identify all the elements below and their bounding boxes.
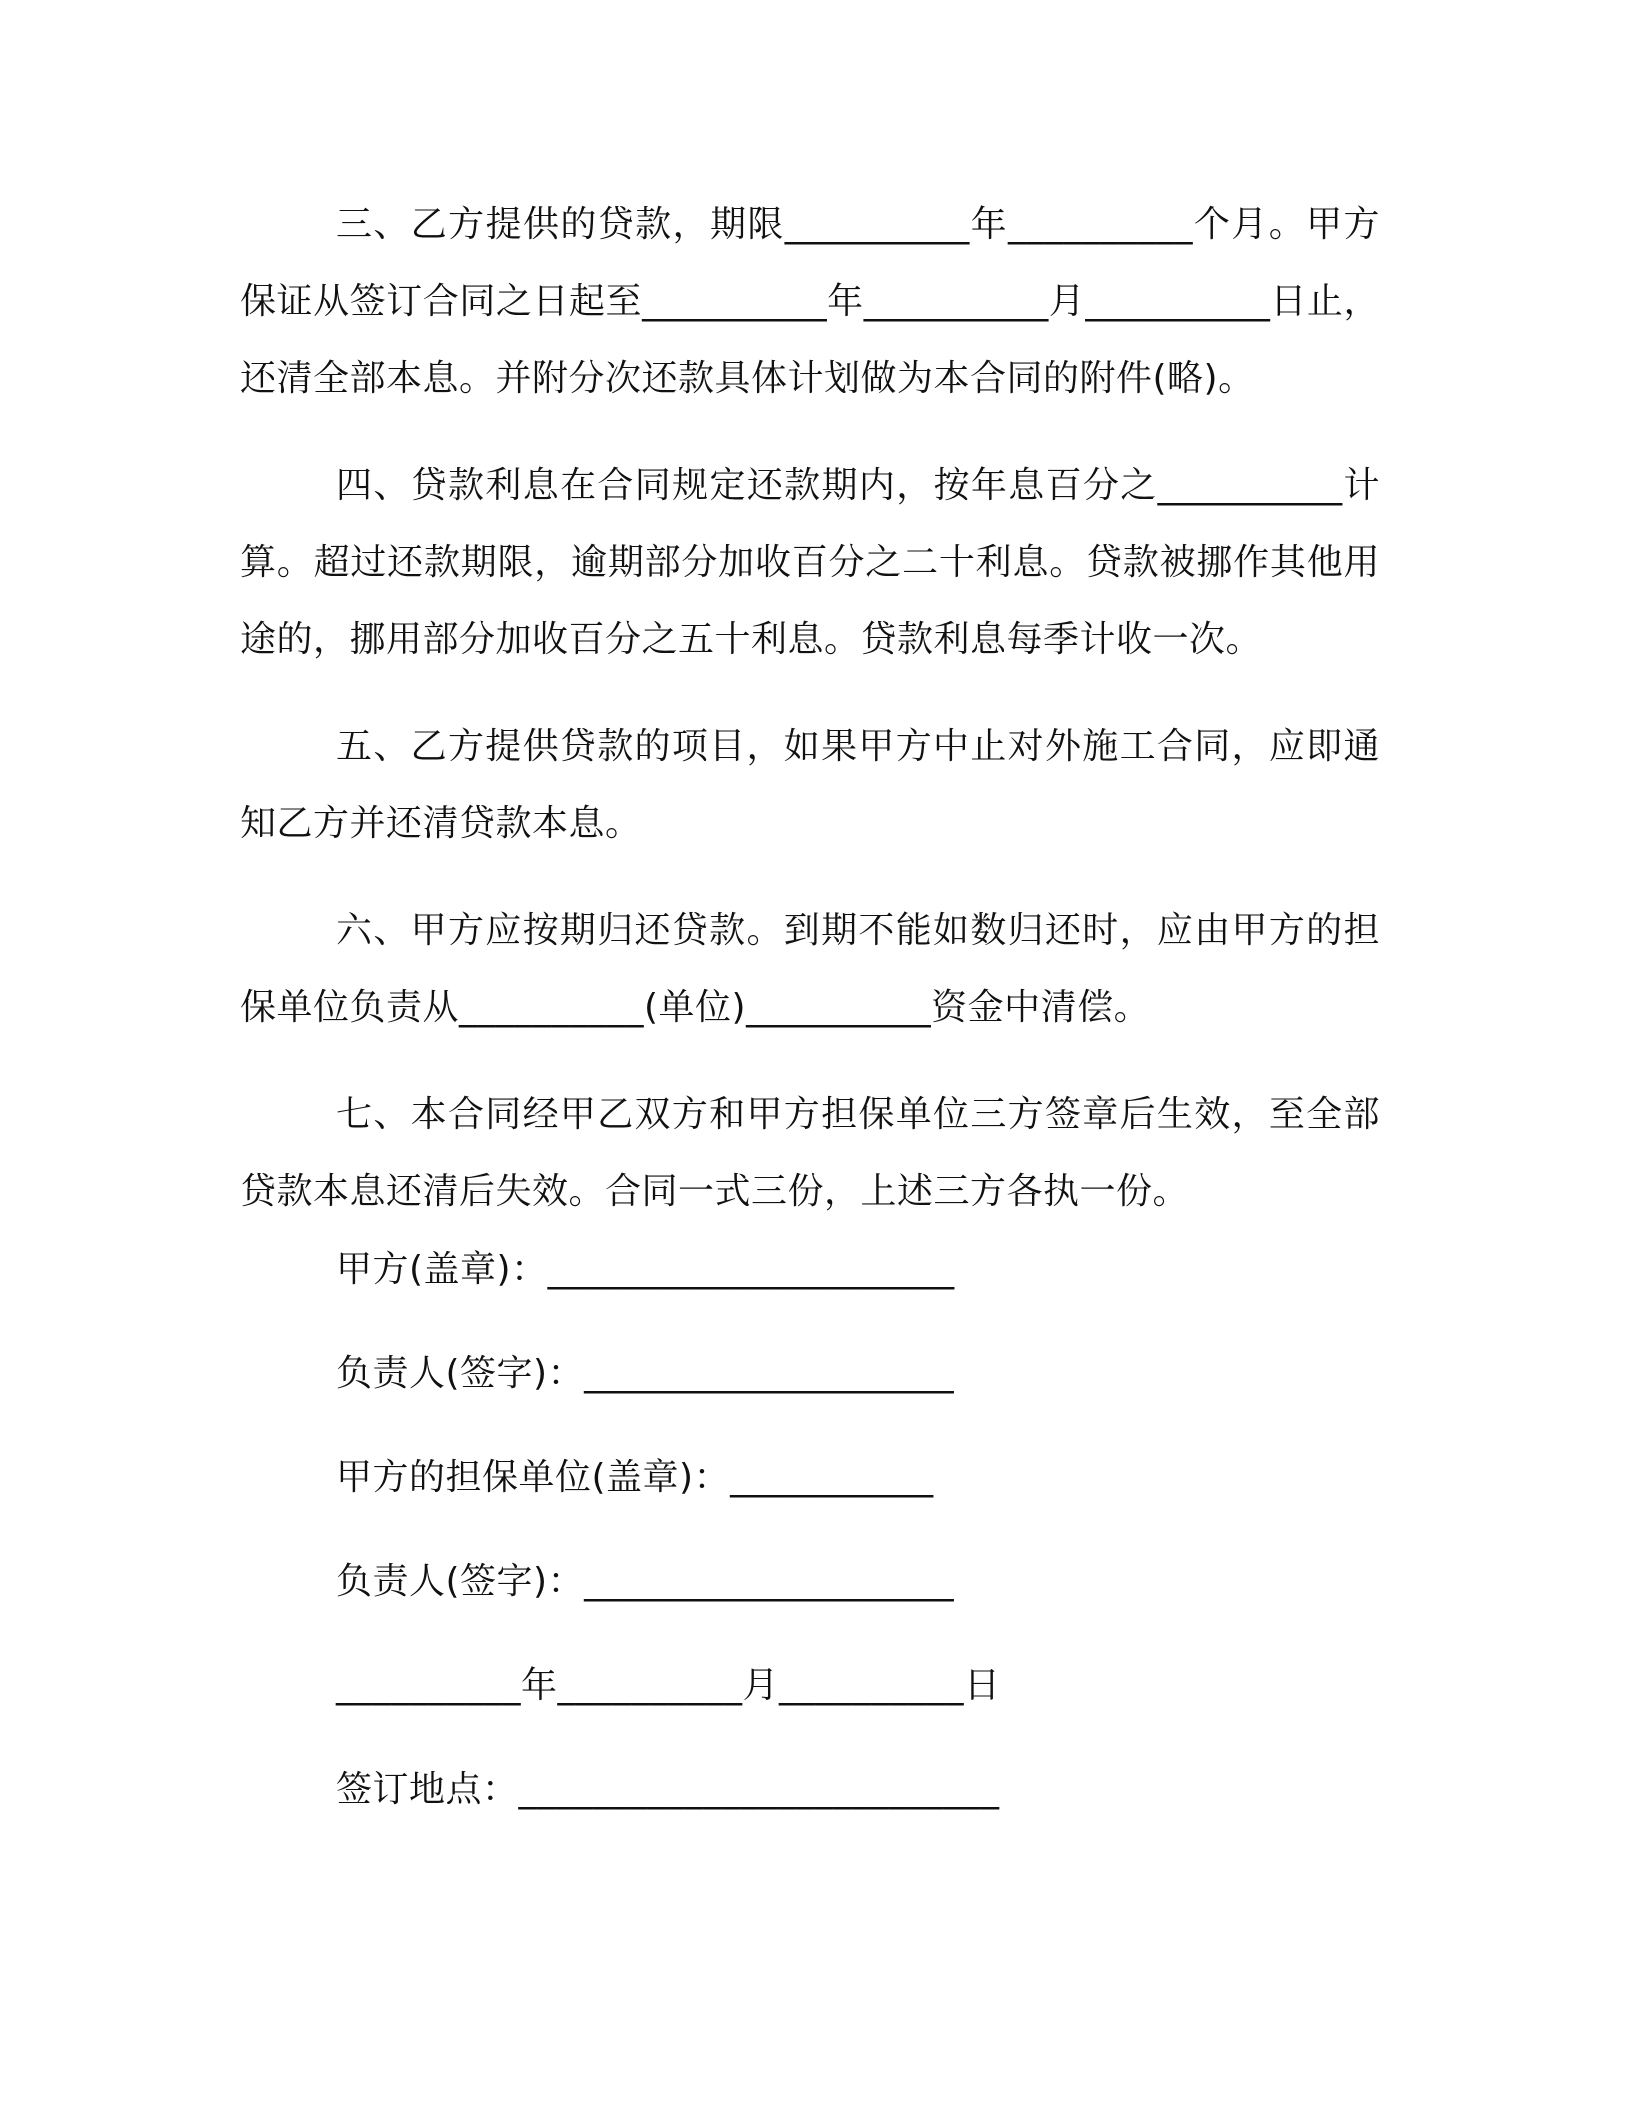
party-a-seal-line: 甲方(盖章)：______________________ xyxy=(336,1249,955,1290)
clause-five: 五、乙方提供贷款的项目，如果甲方中止对外施工合同，应即通知乙方并还清贷款本息。 xyxy=(240,726,1380,844)
signing-place-line: 签订地点：__________________________ xyxy=(336,1769,1000,1810)
guarantor-representative-line: 负责人(签字)：____________________ xyxy=(336,1561,955,1602)
clause-six: 六、甲方应按期归还贷款。到期不能如数归还时，应由甲方的担保单位负责从__________(单位)__________资金中清偿。 xyxy=(240,910,1380,1028)
signing-date-line: __________年__________月__________日 xyxy=(336,1665,1001,1706)
contract-body xyxy=(240,186,1380,1260)
clause-four: 四、贷款利息在合同规定还款期内，按年息百分之__________计算。超过还款期限，逾期部分加收百分之二十利息。贷款被挪作其他用途的，挪用部分加收百分之五十利息。贷款利息每季计收一次。 xyxy=(240,465,1380,660)
clause-three: 三、乙方提供的贷款，期限__________年__________个月。甲方保证从签订合同之日起至__________年__________月__________日止，还清全部本息。并附分次还款具体计划做为本合同的附件(略)。 xyxy=(240,204,1380,399)
guarantor-seal-line: 甲方的担保单位(盖章)：___________ xyxy=(336,1457,934,1498)
clause-seven: 七、本合同经甲乙双方和甲方担保单位三方签章后生效，至全部贷款本息还清后失效。合同一式三份，上述三方各执一份。 xyxy=(240,1094,1380,1212)
party-a-representative-line: 负责人(签字)：____________________ xyxy=(336,1353,955,1394)
